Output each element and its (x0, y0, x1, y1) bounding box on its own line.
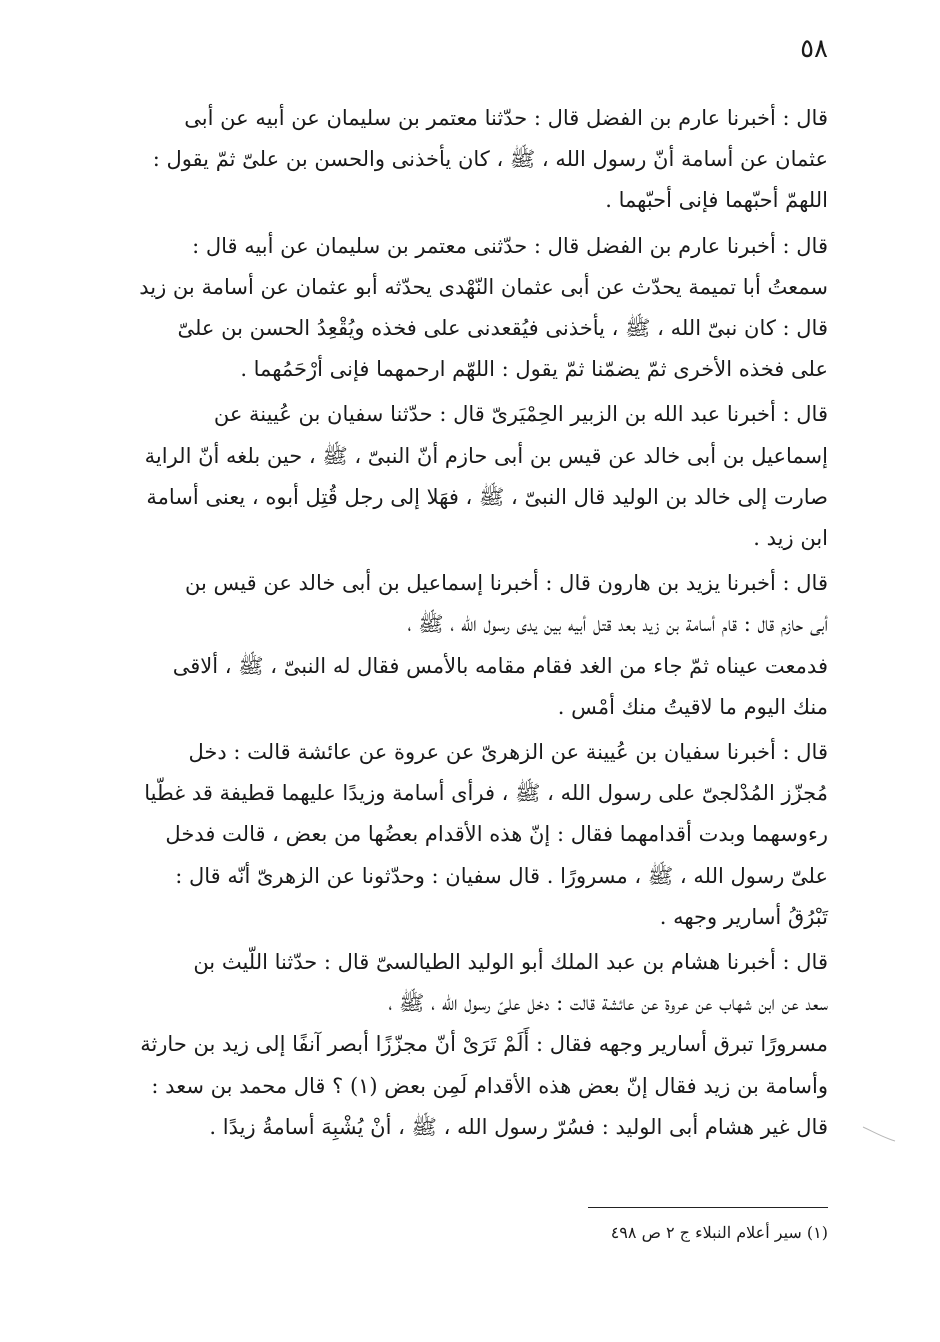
page-number: ٥٨ (800, 34, 828, 64)
scan-mark (862, 1125, 896, 1143)
paragraph: قال : أخبرنا عارم بن الفضل قال : حدّثنا معتمر بن سليمان عن أبيه عن أبى عثمان عن أسامة أنّ رسول الله ، ﷺ ، كان يأخذنى والحسن بن علىّ ثمّ يقول : اللهمّ أحبّهما فإنى أحبّهما . (152, 106, 828, 213)
body-text (128, 98, 828, 1152)
paragraph: قال : أخبرنا عارم بن الفضل قال : حدّثنى معتمر بن سليمان عن أبيه قال : سمعتُ أبا تميمة يحدّث عن أبى عثمان النّهْدى يحدّثه أبو عثمان عن أسامة بن زيد قال : كان نبىّ الله ، ﷺ ، يأخذنى فيُقعدنى على فخذه ويُقْعِدُ الحسن بن علىّ على فخذه الأخرى ثمّ يضمّنا ثمّ يقول : اللهّم ارحمهما فإنى أرْحَمُهما . (139, 233, 828, 382)
paragraph: قال : أخبرنا سفيان بن عُيينة عن الزهرىّ عن عروة عن عائشة قالت : دخل مُجزّز المُدْلجىّ على رسول الله ، ﷺ ، فرأى أسامة وزيدًا عليهما قطيفة قد غطّيا رءوسهما وبدت أقدامهما فقال : إنّ هذه الأقدام بعضُها من بعض ، قالت فدخل علىّ رسول الله ، ﷺ ، مسرورًا . قال سفيان : وحدّثونا عن الزهرىّ أنّه قال : تَبْرُقُ أسارير وجهه . (144, 740, 828, 929)
paragraph: قال : أخبرنا هشام بن عبد الملك أبو الوليد الطيالسىّ قال : حدّثنا اللّيث بن سعد عن ابن شهاب عن عروة عن عائشة قالت : دخل علىّ رسول الله ، ﷺ ، مسرورًا تبرق أسارير وجهه فقال : أَلَمْ تَرَىْ أنّ مجزّزًا أبصر آنفًا إلى زيد بن حارثة وأسامة بن زيد فقال إنّ بعض هذه الأقدام لَمِن بعض (١) ؟ قال محمد بن سعد : قال غير هشام أبى الوليد : فسُرّ رسول الله ، ﷺ ، أنْ يُشْبِهَ أسامةُ زيدًا . (140, 950, 828, 1139)
footnote-divider (588, 1207, 828, 1208)
footnote: (١) سير أعلام النبلاء ج ٢ ص ٤٩٨ (610, 1223, 828, 1242)
paragraph: قال : أخبرنا عبد الله بن الزبير الحِمْيَرىّ قال : حدّثنا سفيان بن عُيينة عن إسماعيل بن أبى خالد عن قيس بن أبى حازم أنّ النبىّ ، ﷺ ، حين بلغه أنّ الراية صارت إلى خالد بن الوليد قال النبىّ ، ﷺ ، فهَلا إلى رجل قُتِل أبوه ، يعنى أسامة ابن زيد . (144, 402, 828, 551)
paragraph: قال : أخبرنا يزيد بن هارون قال : أخبرنا إسماعيل بن أبى خالد عن قيس بن أبى حازم قال : قام أسامة بن زيد بعد قتل أبيه بين يدى رسول الله ، ﷺ ، فدمعت عيناه ثمّ جاء من الغد فقام مقامه بالأمس فقال له النبىّ ، ﷺ ، ألاقى منك اليوم ما لاقيتُ منك أمْس . (172, 571, 828, 719)
